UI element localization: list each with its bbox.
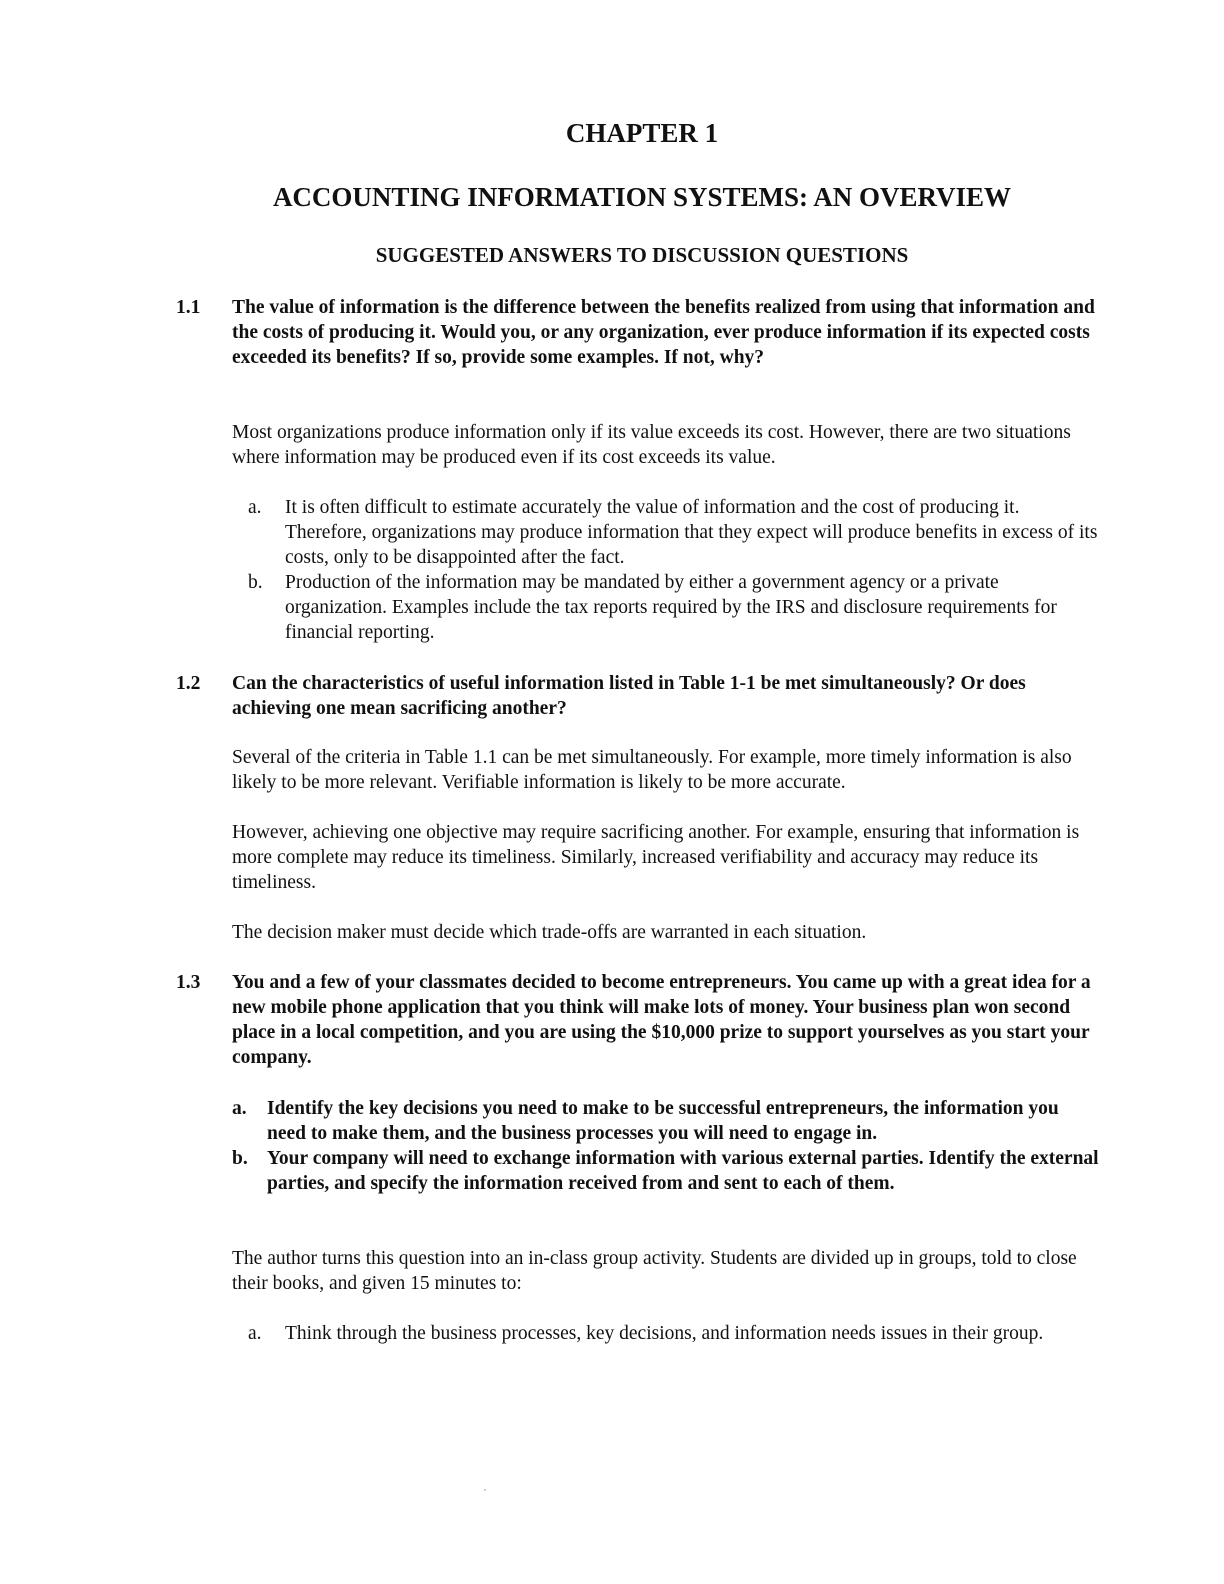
chapter-heading: CHAPTER 1 <box>565 118 719 148</box>
question-number: 1.3 <box>176 972 201 993</box>
list-item <box>232 1146 1102 1196</box>
list-marker: b. <box>232 1148 248 1169</box>
list-item-text: Think through the business processes, key decisions, and information needs issues in their group. <box>285 1323 1044 1344</box>
list-item-text: It is often difficult to estimate accurately the value of information and the cost of producing it. Therefore, organizations may produce information that they expect will produce benefits in excess of its costs, only to be disappointed after the fact. <box>285 497 1098 568</box>
page-mark: ˙ <box>483 1486 487 1500</box>
list-item-text: Production of the information may be mandated by either a government agency or a private organization. Examples include the tax reports required by the IRS and disclosure requirements for financial reporting. <box>285 572 1057 643</box>
list-item <box>248 570 1098 645</box>
answer-paragraph: Most organizations produce information only if its value exceeds its cost. However, there are two situations where information may be produced even if its cost exceeds its value. <box>232 422 1071 468</box>
answer-list <box>248 1321 1098 1346</box>
list-item <box>232 1096 1102 1146</box>
section-subtitle: SUGGESTED ANSWERS TO DISCUSSION QUESTIONS <box>375 243 909 267</box>
list-item-text: Your company will need to exchange information with various external parties. Identify the external parties, and specify the information received from and sent to each of them. <box>267 1148 1099 1194</box>
question-text: Can the characteristics of useful information listed in Table 1-1 be met simultaneously? Or does achieving one mean sacrificing another? <box>232 673 1026 719</box>
answer-paragraph: Several of the criteria in Table 1.1 can be met simultaneously. For example, more timely information is also likely to be more relevant. Verifiable information is likely to be more accurate. <box>232 747 1072 793</box>
question-number: 1.2 <box>176 673 201 694</box>
list-marker: a. <box>248 1323 262 1344</box>
question-text: You and a few of your classmates decided to become entrepreneurs. You came up with a great idea for a new mobile phone application that you think will make lots of money. Your business plan won second place in a local competition, and you are using the $10,000 prize to support yourselves as you start your company. <box>232 972 1091 1068</box>
answer-paragraph: The author turns this question into an in-class group activity. Students are divided up in groups, told to close their books, and given 15 minutes to: <box>232 1248 1077 1294</box>
list-marker: a. <box>248 497 262 518</box>
question-number: 1.1 <box>176 297 201 318</box>
list-marker: a. <box>232 1098 247 1119</box>
question-text: The value of information is the difference between the benefits realized from using that information and the costs of producing it. Would you, or any organization, ever produce information if its expected costs exceeded its benefits? If so, provide some examples. If not, why? <box>232 297 1095 368</box>
question-sublist <box>232 1096 1102 1196</box>
chapter-title: ACCOUNTING INFORMATION SYSTEMS: AN OVERVIEW <box>272 182 1012 212</box>
list-item <box>248 495 1098 570</box>
list-item <box>248 1321 1098 1346</box>
answer-list <box>248 495 1098 645</box>
answer-paragraph: The decision maker must decide which trade-offs are warranted in each situation. <box>232 922 867 943</box>
list-marker: b. <box>248 572 263 593</box>
answer-paragraph: However, achieving one objective may require sacrificing another. For example, ensuring that information is more complete may reduce its timeliness. Similarly, increased verifiability and accuracy may reduce its timeliness. <box>232 822 1080 893</box>
list-item-text: Identify the key decisions you need to make to be successful entrepreneurs, the information you need to make them, and the business processes you will need to engage in. <box>267 1098 1059 1144</box>
